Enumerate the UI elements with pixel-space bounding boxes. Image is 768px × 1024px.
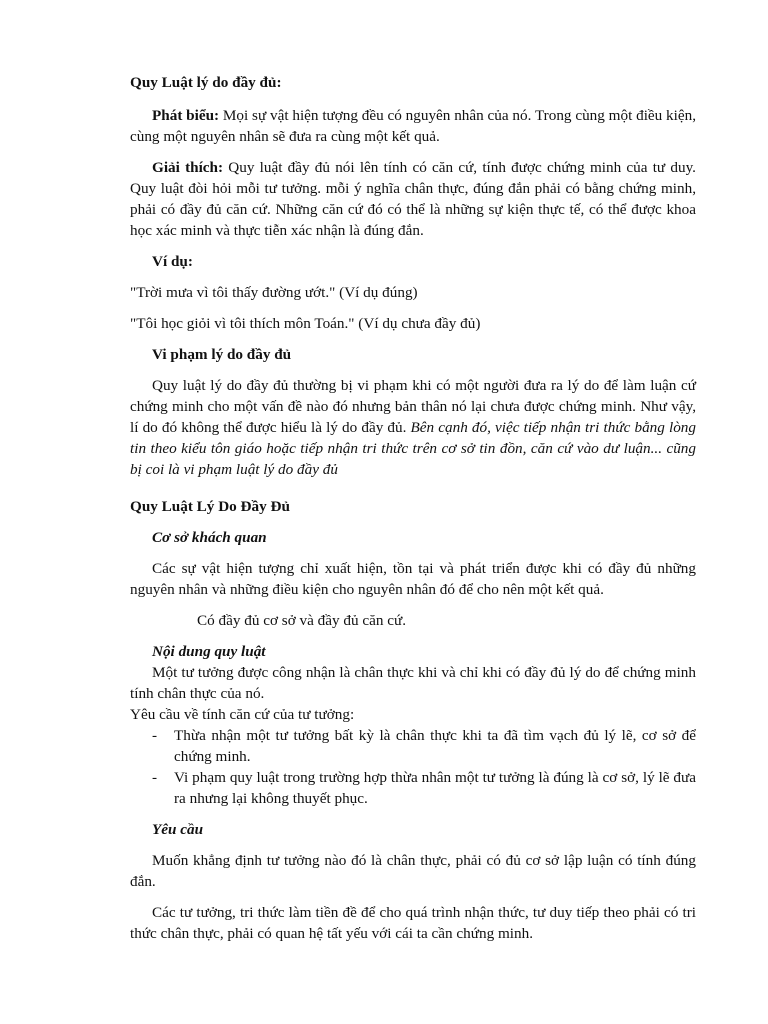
requirement-list bbox=[130, 725, 696, 809]
violation-text: Quy luật lý do đầy đủ thường bị vi phạm khi có một người đưa ra lý do để làm luận cứ chứng minh cho một vấn đề nào đó nhưng bản thân nó lại chưa được chứng minh. Như vậy, lí do đó không thể được hiểu là lý do đầy đủ. bbox=[130, 377, 696, 436]
violation-paragraph bbox=[130, 375, 696, 480]
violation-text-italic: Bên cạnh đó, việc tiếp nhận tri thức bằng lòng tin theo kiểu tôn giáo hoặc tiếp nhận tri thức trên cơ sở tin đồn, căn cứ vào dư luận... cũng bị coi là vi phạm luật lý do đầy đủ bbox=[130, 419, 696, 478]
explanation-label: Giải thích: bbox=[152, 159, 224, 176]
dash-marker: - bbox=[152, 769, 158, 786]
statement-paragraph bbox=[130, 105, 696, 147]
document-page bbox=[130, 72, 696, 944]
example-2: "Tôi học giỏi vì tôi thích môn Toán." (Ví dụ chưa đầy đủ) bbox=[130, 315, 481, 332]
section-title-1: Quy Luật lý do đầy đủ: bbox=[130, 74, 282, 91]
requirement-paragraph-2: Các tư tưởng, tri thức làm tiền đề để cho quá trình nhận thức, tư duy tiếp theo phải có tri thức chân thực, phải có quan hệ tất yếu với cái ta cần chứng minh. bbox=[130, 904, 696, 942]
example-1: "Trời mưa vì tôi thấy đường ướt." (Ví dụ đúng) bbox=[130, 284, 418, 301]
content-paragraph: Một tư tưởng được công nhận là chân thực khi và chỉ khi có đầy đủ lý do để chứng minh tính chân thực của nó. bbox=[130, 664, 696, 702]
explanation-paragraph bbox=[130, 157, 696, 241]
basis-note: Có đầy đủ cơ sở và đầy đủ căn cứ. bbox=[197, 612, 407, 629]
requirement-intro: Yêu cầu về tính căn cứ của tư tưởng: bbox=[130, 706, 355, 723]
example-heading: Ví dụ: bbox=[152, 253, 193, 270]
statement-text: Mọi sự vật hiện tượng đều có nguyên nhân của nó. Trong cùng một điều kiện, cùng một nguyên nhân sẽ đưa ra cùng một kết quả. bbox=[130, 107, 697, 145]
statement-label: Phát biểu: bbox=[152, 107, 220, 124]
requirement-paragraph-1: Muốn khẳng định tư tưởng nào đó là chân thực, phải có đủ cơ sở lập luận có tính đúng đắn. bbox=[130, 852, 696, 890]
list-item bbox=[130, 725, 696, 767]
requirement-heading: Yêu cầu bbox=[152, 821, 204, 838]
violation-heading: Vi phạm lý do đầy đủ bbox=[152, 346, 292, 363]
list-item bbox=[130, 767, 696, 809]
explanation-text: Quy luật đầy đủ nói lên tính có căn cứ, tính được chứng minh của tư duy. Quy luật đòi hỏi mỗi tư tưởng. mỗi ý nghĩa chân thực, đúng đắn phải có bằng chứng minh, phải có đầy đủ căn cứ. Những căn cứ đó có thể là những sự kiện thực tế, có thể được khoa học xác minh và thực tiễn xác nhận là đúng đắn. bbox=[130, 159, 696, 239]
content-heading: Nội dung quy luật bbox=[152, 643, 266, 660]
basis-heading: Cơ sở khách quan bbox=[152, 529, 267, 546]
dash-marker: - bbox=[152, 727, 158, 744]
basis-paragraph: Các sự vật hiện tượng chỉ xuất hiện, tồn tại và phát triển được khi có đầy đủ những nguyên nhân và những điều kiện cho nguyên nhân đó để cho nên một kết quả. bbox=[130, 560, 696, 598]
list-item-text: Thừa nhận một tư tưởng bất kỳ là chân thực khi ta đã tìm vạch đủ lý lẽ, cơ sở để chứng minh. bbox=[174, 727, 696, 765]
section-title-2: Quy Luật Lý Do Đầy Đủ bbox=[130, 498, 290, 515]
list-item-text: Vi phạm quy luật trong trường hợp thừa nhân một tư tưởng là đúng là cơ sở, lý lẽ đưa ra nhưng lại không thuyết phục. bbox=[174, 769, 696, 807]
